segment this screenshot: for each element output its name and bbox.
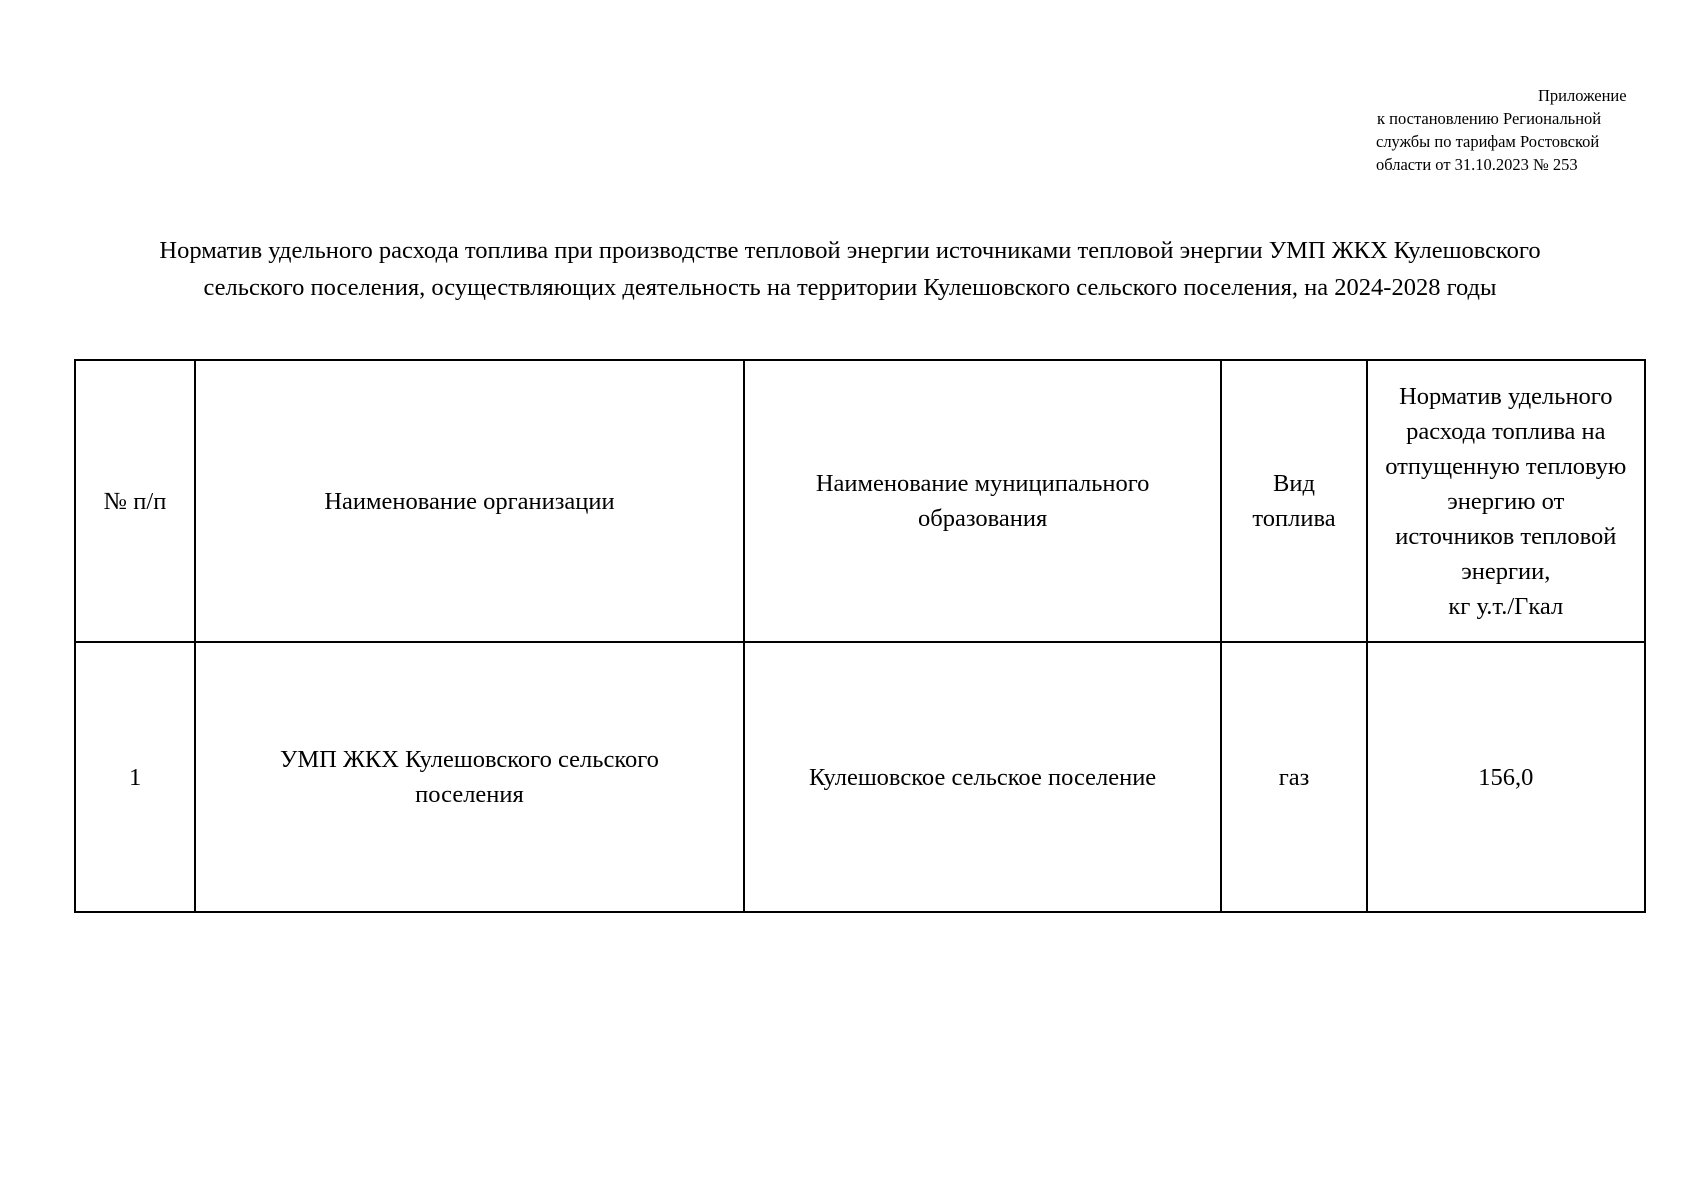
table-row xyxy=(75,642,1645,912)
header-num-label: № п/п xyxy=(103,487,167,515)
appendix-note xyxy=(1376,84,1676,176)
header-municipality-line: Наименование муниципального xyxy=(815,470,1150,497)
cell-fuel: газ xyxy=(1221,642,1366,912)
header-fuel xyxy=(1221,360,1366,642)
document-title-line: сельского поселения, осуществляющих деятельность на территории Кулешовского сельского поселения, на 2024-2028 годы xyxy=(203,274,1497,301)
header-norm-line: энергии, xyxy=(1461,557,1551,585)
header-norm-line: источников тепловой xyxy=(1395,522,1617,550)
header-norm-line: Норматив удельного xyxy=(1399,382,1613,410)
appendix-line: области от 31.10.2023 № 253 xyxy=(1376,155,1578,174)
header-fuel-line: топлива xyxy=(1252,505,1336,532)
document-title-line: Норматив удельного расхода топлива при производстве тепловой энергии источниками тепловой энергии УМП ЖКХ Кулешовского xyxy=(159,237,1541,264)
cell-num: 1 xyxy=(75,642,195,912)
norm-table xyxy=(74,359,1646,913)
header-norm-line: отпущенную тепловую xyxy=(1385,452,1627,480)
header-municipality xyxy=(744,360,1222,642)
appendix-line: Приложение xyxy=(1538,86,1627,105)
document-title xyxy=(50,232,1650,306)
cell-org xyxy=(195,642,744,912)
header-fuel-line: Вид xyxy=(1273,470,1315,497)
header-norm-line: расхода топлива на xyxy=(1406,417,1606,445)
table-header-row xyxy=(75,360,1645,642)
cell-norm-value: 156,0 xyxy=(1367,642,1645,912)
cell-org-line: УМП ЖКХ Кулешовского сельского xyxy=(280,746,659,773)
header-org-label: Наименование организации xyxy=(324,487,615,515)
cell-org-line: поселения xyxy=(415,781,524,808)
header-norm-line: энергию от xyxy=(1447,487,1565,515)
header-norm-line: кг у.т./Гкал xyxy=(1448,592,1564,620)
header-org xyxy=(195,360,744,642)
cell-municipality: Кулешовское сельское поселение xyxy=(744,642,1222,912)
header-norm-value xyxy=(1367,360,1645,642)
appendix-line: службы по тарифам Ростовской xyxy=(1376,132,1600,151)
appendix-line: к постановлению Региональной xyxy=(1377,109,1602,128)
header-num xyxy=(75,360,195,642)
header-municipality-line: образования xyxy=(918,505,1048,532)
